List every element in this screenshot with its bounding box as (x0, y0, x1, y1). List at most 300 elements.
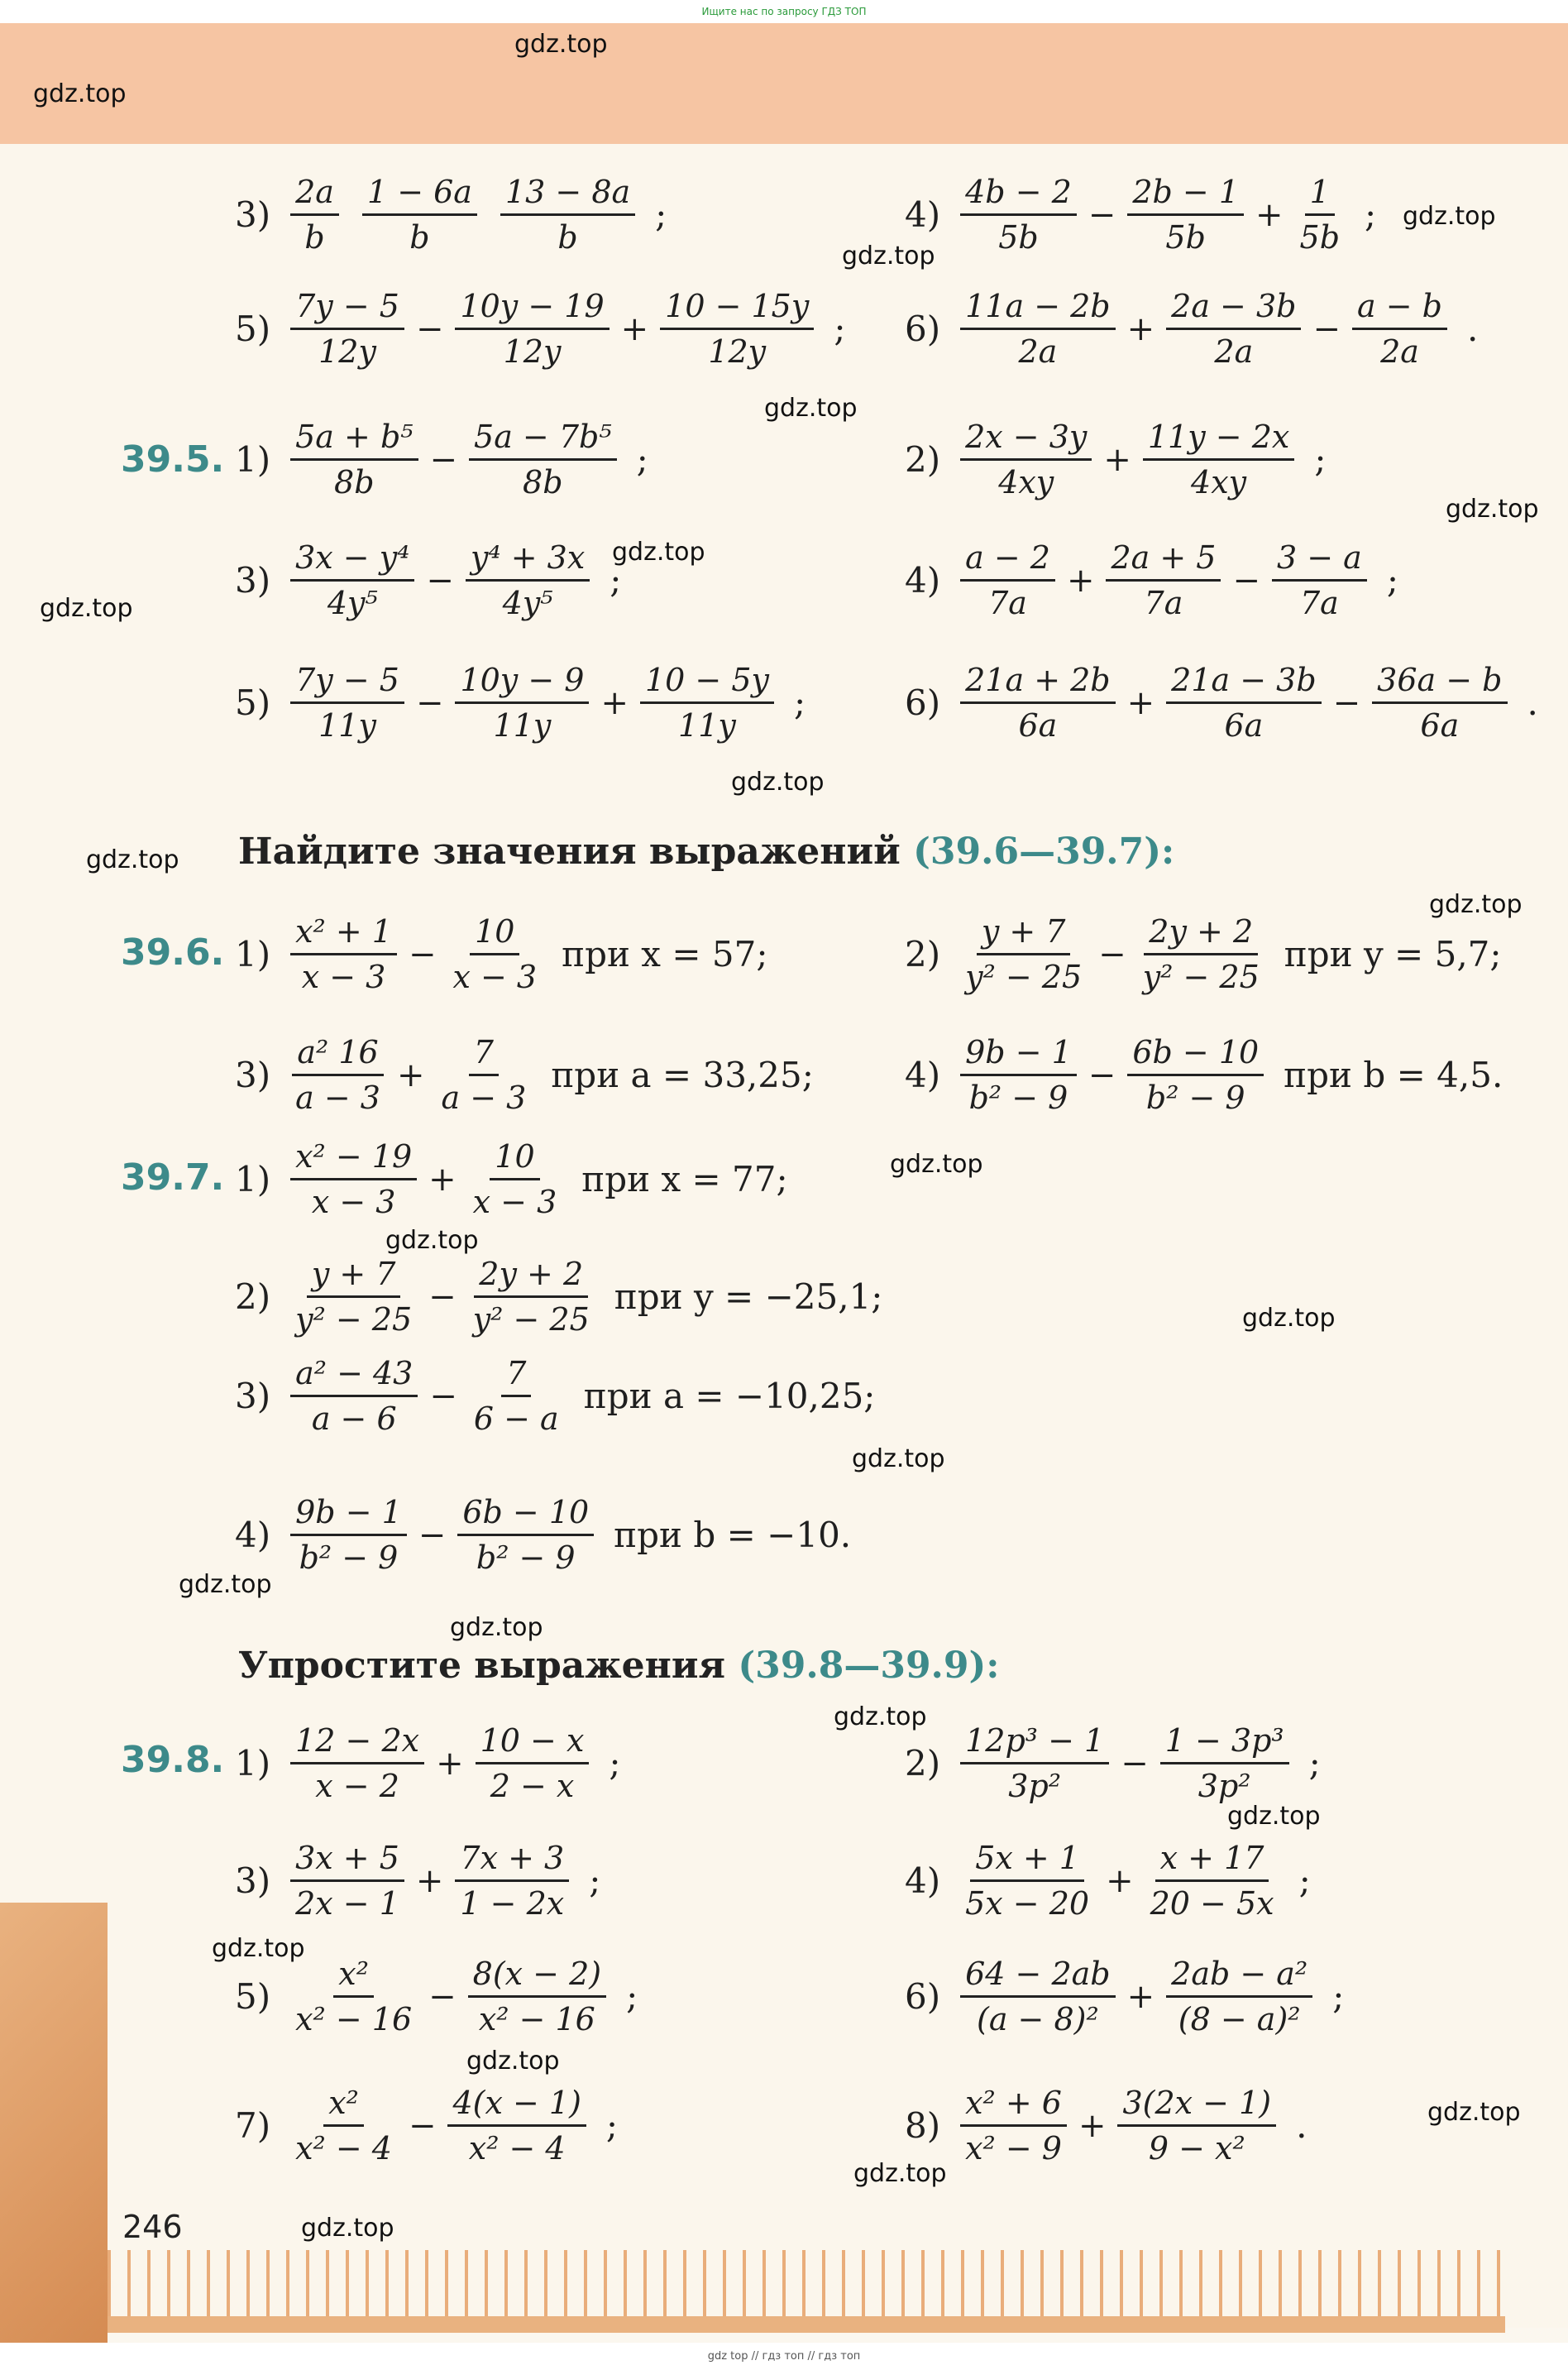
denominator: 4y⁵ (502, 585, 553, 621)
numerator: 5a + b⁵ (290, 419, 418, 461)
corner-decoration (0, 1903, 108, 2343)
denominator: 4y⁵ (327, 585, 378, 621)
watermark: gdz.top (731, 768, 825, 797)
operator: + (1255, 195, 1284, 234)
numerator: 5a − 7b⁵ (469, 419, 617, 461)
item-number: 2) (905, 1743, 941, 1783)
numerator: x² (323, 2085, 364, 2127)
fraction (1160, 1722, 1289, 1804)
fraction (290, 1355, 418, 1437)
denominator: x² − 4 (468, 2130, 566, 2167)
heading-ref: (39.8—39.9): (738, 1645, 1000, 1687)
numerator: 11a − 2b (960, 288, 1116, 330)
watermark: gdz.top (1242, 1304, 1336, 1333)
denominator: 6a (1018, 707, 1058, 744)
denominator: 2a (1380, 333, 1419, 370)
fraction (1295, 174, 1346, 256)
fraction (290, 1840, 404, 1922)
denominator: 2a (1214, 333, 1254, 370)
expression-tail: ; (793, 682, 806, 723)
item-number: 3) (235, 1376, 271, 1416)
ruler-base (108, 2316, 1505, 2333)
exercise-label: 39.6. (121, 931, 225, 974)
top-banner-text: Ищите нас по запросу ГДЗ ТОП (701, 6, 867, 17)
numerator: 21a − 3b (1166, 662, 1322, 704)
expression (235, 913, 767, 995)
operator: − (1088, 195, 1116, 234)
item-number: 4) (905, 1860, 941, 1901)
expression (235, 1256, 882, 1338)
heading-text: Найдите значения выражений (238, 831, 901, 873)
numerator: x² + 6 (960, 2085, 1067, 2127)
fraction (447, 2085, 586, 2167)
numerator: 7 (469, 1034, 499, 1076)
denominator: 6a (1420, 707, 1460, 744)
numerator: 2b − 1 (1127, 174, 1244, 216)
operator: − (429, 1377, 457, 1415)
numerator: 7y − 5 (290, 288, 404, 330)
numerator: x² + 1 (290, 913, 397, 955)
expression-tail: при x = 77; (581, 1159, 788, 1199)
operator: + (1106, 1861, 1134, 1900)
expression (235, 662, 806, 744)
item-number: 8) (905, 2105, 941, 2146)
denominator: 3p² (1008, 1768, 1062, 1804)
operator: − (1121, 1744, 1149, 1783)
page-header (0, 23, 1568, 144)
expression-tail: ; (1365, 194, 1377, 235)
expression (235, 1355, 875, 1437)
denominator: b² − 9 (968, 1080, 1068, 1116)
expression (905, 913, 1502, 995)
denominator: 2 − x (490, 1768, 575, 1804)
watermark: gdz.top (1429, 890, 1523, 919)
numerator: 7x + 3 (455, 1840, 569, 1882)
fraction (290, 539, 414, 621)
denominator: x − 2 (315, 1768, 399, 1804)
numerator: a − 2 (960, 539, 1055, 582)
fraction (290, 1138, 417, 1220)
operator: − (426, 561, 454, 600)
numerator: 6b − 10 (1127, 1034, 1264, 1076)
item-number: 5) (235, 682, 271, 723)
fraction (640, 662, 774, 744)
expression (905, 539, 1398, 621)
fraction (1145, 1840, 1279, 1922)
fraction (960, 288, 1116, 370)
fraction (1166, 288, 1301, 370)
item-number: 1) (235, 1743, 271, 1783)
denominator: x − 3 (452, 959, 538, 995)
operator: + (396, 1056, 425, 1094)
expression-tail: . (1527, 682, 1538, 723)
fraction (290, 174, 339, 256)
denominator: 2a (1018, 333, 1058, 370)
numerator: 7y − 5 (290, 662, 404, 704)
denominator: a − 3 (295, 1080, 380, 1116)
numerator: 2y + 2 (474, 1256, 588, 1298)
fraction (455, 662, 589, 744)
operator: − (1098, 935, 1126, 974)
operator: − (428, 1977, 457, 2016)
expression (905, 1956, 1344, 2037)
fraction (476, 1722, 590, 1804)
item-number: 1) (235, 1159, 271, 1199)
numerator: 2x − 3y (960, 419, 1092, 461)
numerator: 3x + 5 (290, 1840, 404, 1882)
fraction (960, 2085, 1067, 2167)
numerator: 64 − 2ab (960, 1956, 1116, 1998)
expression (235, 1494, 851, 1576)
denominator: x² − 9 (965, 2130, 1062, 2167)
numerator: 6b − 10 (457, 1494, 594, 1536)
item-number: 4) (235, 1515, 271, 1555)
fraction (455, 288, 609, 370)
fraction (1138, 913, 1264, 995)
numerator: a² − 43 (290, 1355, 418, 1397)
numerator: 9b − 1 (290, 1494, 407, 1536)
watermark: gdz.top (40, 594, 133, 623)
fraction (1127, 1034, 1264, 1116)
denominator: 7a (1144, 585, 1183, 621)
numerator: 11y − 2x (1143, 419, 1294, 461)
denominator: y² − 25 (965, 959, 1083, 995)
expression-tail: при b = −10. (614, 1515, 852, 1555)
operator: + (415, 1861, 444, 1900)
expression (235, 174, 667, 256)
numerator: 2ab − a² (1166, 1956, 1312, 1998)
expression (235, 1138, 788, 1220)
expression (905, 288, 1478, 370)
fraction (1352, 288, 1447, 370)
numerator: 3(2x − 1) (1117, 2085, 1276, 2127)
expression (235, 288, 846, 370)
watermark: gdz.top (853, 2159, 947, 2188)
fraction (1166, 662, 1322, 744)
denominator: x − 3 (311, 1184, 396, 1220)
item-number: 4) (905, 194, 941, 235)
operator: − (408, 2106, 437, 2145)
watermark: gdz.top (1427, 2098, 1521, 2127)
expression-tail: ; (605, 2105, 619, 2146)
operator: + (436, 1744, 464, 1783)
denominator: x² − 16 (478, 2001, 595, 2037)
watermark: gdz.top (764, 394, 858, 423)
numerator: 12 − 2x (290, 1722, 424, 1764)
fraction (960, 1840, 1094, 1922)
expression-tail: ; (589, 1860, 601, 1901)
numerator: 36a − b (1372, 662, 1507, 704)
denominator: y² − 25 (472, 1301, 590, 1338)
operator: + (1126, 683, 1155, 722)
numerator: x² (333, 1956, 374, 1998)
numerator: 4(x − 1) (447, 2085, 586, 2127)
operator: + (428, 1160, 457, 1199)
fraction (290, 1494, 407, 1576)
watermark: gdz.top (301, 2214, 394, 2243)
top-banner (0, 0, 1568, 23)
expression-tail: ; (1386, 560, 1398, 601)
denominator: 11y (493, 707, 552, 744)
watermark: gdz.top (1403, 202, 1496, 231)
denominator: x² − 4 (295, 2130, 392, 2167)
expression-tail: ; (1332, 1976, 1345, 2017)
fraction (960, 913, 1087, 995)
numerator: 1 (1305, 174, 1335, 216)
denominator: b² − 9 (476, 1539, 576, 1576)
watermark: gdz.top (514, 30, 608, 59)
fraction (1372, 662, 1507, 744)
denominator: b (304, 219, 325, 256)
item-number: 7) (235, 2105, 271, 2146)
numerator: 2a (290, 174, 339, 216)
denominator: x − 3 (301, 959, 386, 995)
operator: + (620, 309, 649, 348)
operator: − (1332, 683, 1361, 722)
fraction (1117, 2085, 1276, 2167)
numerator: 7 (501, 1355, 531, 1397)
expression (905, 1840, 1311, 1922)
numerator: 10y − 9 (455, 662, 589, 704)
denominator: b (409, 219, 430, 256)
denominator: b (557, 219, 578, 256)
numerator: a² 16 (292, 1034, 383, 1076)
numerator: 3x − y⁴ (290, 539, 414, 582)
expression-tail: ; (610, 560, 622, 601)
fraction (468, 1956, 606, 2037)
fraction (1106, 539, 1221, 621)
operator: − (1312, 309, 1341, 348)
item-number: 3) (235, 1055, 271, 1095)
fraction (290, 1956, 417, 2037)
denominator: b² − 9 (1145, 1080, 1245, 1116)
item-number: 3) (235, 560, 271, 601)
denominator: 8b (334, 464, 375, 500)
exercise-label: 39.7. (121, 1156, 225, 1199)
expression-tail: при a = 33,25; (551, 1055, 814, 1095)
numerator: 4b − 2 (960, 174, 1077, 216)
denominator: 7a (988, 585, 1027, 621)
item-number: 2) (905, 439, 941, 480)
expression-tail: при a = −10,25; (583, 1376, 876, 1416)
operator: − (1232, 561, 1260, 600)
fraction (290, 419, 418, 500)
expression-tail: ; (655, 194, 667, 235)
numerator: y + 7 (307, 1256, 401, 1298)
expression-tail: ; (609, 1743, 621, 1783)
fraction (466, 539, 590, 621)
watermark: gdz.top (450, 1613, 543, 1642)
denominator: 6 − a (473, 1400, 559, 1437)
watermark: gdz.top (385, 1226, 479, 1255)
expression (905, 1722, 1321, 1804)
numerator: 2a + 5 (1106, 539, 1221, 582)
expression (235, 1034, 814, 1116)
numerator: x + 17 (1155, 1840, 1269, 1882)
denominator: 2x − 1 (295, 1885, 399, 1922)
fraction (960, 539, 1055, 621)
denominator: (a − 8)² (977, 2001, 1099, 2037)
expression-tail: ; (636, 439, 648, 480)
expression (905, 662, 1538, 744)
numerator: 10 − 15y (660, 288, 814, 330)
fraction (290, 1256, 417, 1338)
fraction (469, 419, 617, 500)
item-number: 4) (905, 560, 941, 601)
denominator: 12y (503, 333, 562, 370)
expression (235, 1956, 638, 2037)
expression (235, 1840, 600, 1922)
fraction (290, 913, 397, 995)
denominator: 11y (678, 707, 736, 744)
denominator: 5b (998, 219, 1039, 256)
fraction (290, 662, 404, 744)
expression-tail: . (1296, 2105, 1307, 2146)
denominator: x² − 16 (295, 2001, 413, 2037)
watermark: gdz.top (212, 1934, 305, 1963)
watermark: gdz.top (179, 1570, 272, 1599)
fraction (960, 1722, 1109, 1804)
denominator: 5b (1165, 219, 1206, 256)
denominator: 11y (318, 707, 376, 744)
fraction (362, 174, 477, 256)
heading-text: Упростите выражения (238, 1645, 726, 1687)
fraction (1272, 539, 1367, 621)
fraction (960, 1956, 1116, 2037)
denominator: (8 − a)² (1178, 2001, 1301, 2037)
watermark: gdz.top (33, 79, 127, 108)
operator: − (1088, 1056, 1116, 1094)
heading-ref: (39.6—39.7): (913, 831, 1175, 873)
item-number: 5) (235, 309, 271, 349)
fraction (1143, 419, 1294, 500)
watermark: gdz.top (466, 2047, 560, 2076)
denominator: 7a (1300, 585, 1339, 621)
fraction (290, 288, 404, 370)
fraction (290, 1034, 385, 1116)
operator: − (408, 935, 437, 974)
numerator: 10 (490, 1138, 539, 1180)
expression (235, 1722, 621, 1804)
item-number: 6) (905, 309, 941, 349)
section-heading (238, 831, 1174, 873)
item-number: 3) (235, 1860, 271, 1901)
expression-tail: при b = 4,5. (1284, 1055, 1503, 1095)
expression-tail: . (1466, 309, 1479, 349)
numerator: 10 − x (476, 1722, 590, 1764)
watermark: gdz.top (1227, 1802, 1321, 1831)
denominator: 4xy (998, 464, 1054, 500)
operator: + (1078, 2106, 1107, 2145)
fraction (1166, 1956, 1312, 2037)
watermark: gdz.top (834, 1702, 927, 1731)
expression-tail: ; (1308, 1743, 1321, 1783)
fraction (960, 174, 1077, 256)
numerator: 10 − 5y (640, 662, 774, 704)
operator: + (1066, 561, 1095, 600)
denominator: 5x − 20 (965, 1885, 1090, 1922)
item-number: 4) (905, 1055, 941, 1095)
fraction (1127, 174, 1244, 256)
expression-tail: ; (1314, 439, 1327, 480)
expression-tail: при x = 57; (562, 934, 768, 974)
denominator: a − 6 (311, 1400, 397, 1437)
fraction (290, 2085, 397, 2167)
watermark: gdz.top (86, 845, 179, 874)
watermark: gdz.top (842, 242, 935, 271)
operator: − (415, 309, 444, 348)
denominator: x − 3 (472, 1184, 557, 1220)
expression-tail: ; (834, 309, 846, 349)
bottom-banner-text: gdz top // гдз топ // гдз топ (707, 2350, 861, 2363)
denominator: 12y (708, 333, 767, 370)
denominator: 6a (1224, 707, 1264, 744)
denominator: 12y (318, 333, 376, 370)
fraction (447, 913, 542, 995)
denominator: 3p² (1198, 1768, 1251, 1804)
expression (905, 1034, 1503, 1116)
watermark: gdz.top (852, 1444, 945, 1473)
numerator: 1 − 3p³ (1160, 1722, 1289, 1764)
operator: − (429, 440, 458, 479)
numerator: 9b − 1 (960, 1034, 1077, 1076)
denominator: y² − 25 (1142, 959, 1260, 995)
numerator: 13 − 8a (500, 174, 635, 216)
page-number: 246 (122, 2209, 183, 2245)
expression (235, 2085, 618, 2167)
numerator: 8(x − 2) (468, 1956, 606, 1998)
expression (235, 419, 648, 500)
numerator: 2a − 3b (1166, 288, 1301, 330)
item-number: 2) (235, 1276, 271, 1317)
fraction (290, 1722, 424, 1804)
fraction (455, 1840, 569, 1922)
denominator: 20 − 5x (1150, 1885, 1274, 1922)
fraction (960, 419, 1092, 500)
section-heading (238, 1645, 1000, 1687)
bottom-banner (0, 2343, 1568, 2370)
exercise-label: 39.5. (121, 438, 225, 481)
numerator: a − b (1352, 288, 1447, 330)
operator: + (1126, 1977, 1155, 2016)
expression-tail: при y = −25,1; (614, 1276, 883, 1317)
fraction (469, 1355, 564, 1437)
numerator: 10 (470, 913, 519, 955)
numerator: x² − 19 (290, 1138, 417, 1180)
denominator: 4xy (1191, 464, 1247, 500)
denominator: 1 − 2x (460, 1885, 565, 1922)
expression (235, 539, 621, 621)
fraction (468, 1256, 595, 1338)
denominator: 5b (1299, 219, 1341, 256)
expression (905, 419, 1326, 500)
item-number: 6) (905, 1976, 941, 2017)
fraction (660, 288, 814, 370)
item-number: 6) (905, 682, 941, 723)
fraction (457, 1494, 594, 1576)
watermark: gdz.top (1446, 495, 1539, 524)
operator: + (1126, 309, 1155, 348)
item-number: 3) (235, 194, 271, 235)
fraction (960, 1034, 1077, 1116)
numerator: y + 7 (977, 913, 1071, 955)
watermark: gdz.top (890, 1150, 983, 1179)
operator: + (1103, 440, 1131, 479)
numerator: 12p³ − 1 (960, 1722, 1109, 1764)
item-number: 5) (235, 1976, 271, 2017)
expression-tail: ; (1298, 1860, 1311, 1901)
numerator: 21a + 2b (960, 662, 1116, 704)
